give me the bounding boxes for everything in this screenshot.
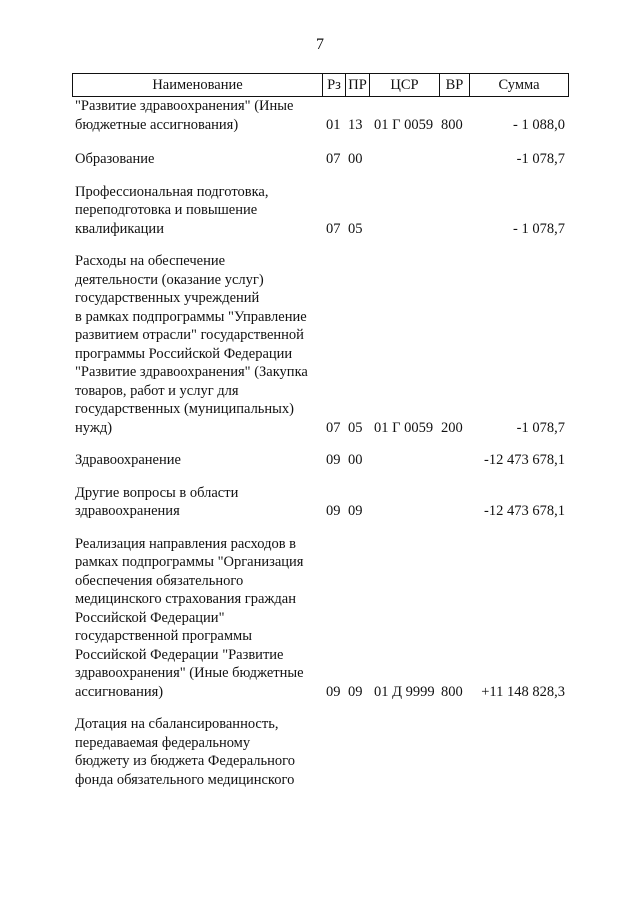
row-rz: 07	[326, 419, 341, 436]
row-csr: 01 Г 0059	[374, 419, 434, 436]
row-name: Дотация на сбалансированность, передаваемая федеральному бюджету из бюджета Федерального фонда обязательного медицинского	[75, 716, 295, 788]
row-sum: +11 148 828,3	[481, 683, 565, 700]
table-row	[0, 451, 640, 470]
row-vr: 200	[441, 419, 463, 436]
row-sum: -1 078,7	[516, 151, 565, 167]
row-name: "Развитие здравоохранения" (Иные бюджетные ассигнования)	[75, 98, 294, 133]
row-rz: 09	[326, 452, 341, 468]
page-number: 7	[316, 36, 324, 53]
row-rz: 07	[326, 151, 341, 167]
header-name: Наименование	[73, 74, 323, 96]
row-sum: -12 473 678,1	[484, 503, 565, 519]
row-csr: 01 Д 9999	[374, 683, 435, 700]
table-row	[0, 535, 640, 702]
row-pr: 00	[348, 452, 363, 468]
table-row	[0, 484, 640, 521]
header-rz: Рз	[323, 74, 346, 96]
row-sum: - 1 078,7	[513, 220, 565, 237]
header-sum: Сумма	[470, 74, 569, 96]
row-vr: 800	[441, 116, 463, 133]
row-name: Другие вопросы в области здравоохранения	[75, 484, 239, 519]
row-csr: 01 Г 0059	[374, 116, 434, 133]
table-header	[72, 73, 569, 97]
row-rz: 01	[326, 116, 341, 133]
table-row	[0, 97, 640, 134]
row-rz: 09	[326, 503, 341, 519]
row-sum: - 1 088,0	[513, 116, 565, 133]
row-name: Расходы на обеспечение деятельности (оказание услуг) государственных учреждений в рамках подпрограммы "Управление развитием отрасли" государственной программы Российской Федерации "Развитие здравоохранения" (Закупка товаров, работ и услуг для государственных (муниципальных) нужд)	[75, 253, 308, 436]
header-vr: ВР	[440, 74, 470, 96]
row-pr: 13	[348, 116, 363, 133]
header-csr: ЦСР	[370, 74, 440, 96]
row-sum: -1 078,7	[516, 419, 565, 436]
row-name: Образование	[75, 151, 155, 167]
row-name: Реализация направления расходов в рамках подпрограммы "Организация обеспечения обязательного медицинского страхования граждан Российской Федерации" государственной программы Российской Федерации "Развитие здравоохранения" (Иные бюджетные ассигнования)	[75, 535, 304, 700]
row-rz: 07	[326, 220, 341, 237]
table-row	[0, 715, 640, 789]
row-pr: 05	[348, 220, 363, 237]
row-name: Профессиональная подготовка, переподготовка и повышение квалификации	[75, 183, 269, 237]
row-pr: 09	[348, 683, 363, 700]
row-name: Здравоохранение	[75, 452, 181, 468]
table-body	[0, 96, 640, 789]
table-row	[0, 150, 640, 169]
header-pr: ПР	[346, 74, 370, 96]
row-vr: 800	[441, 683, 463, 700]
row-sum: -12 473 678,1	[484, 452, 565, 468]
row-rz: 09	[326, 683, 341, 700]
row-pr: 05	[348, 419, 363, 436]
table-row	[0, 252, 640, 437]
table-row	[0, 183, 640, 239]
row-pr: 09	[348, 503, 363, 519]
row-pr: 00	[348, 151, 363, 167]
